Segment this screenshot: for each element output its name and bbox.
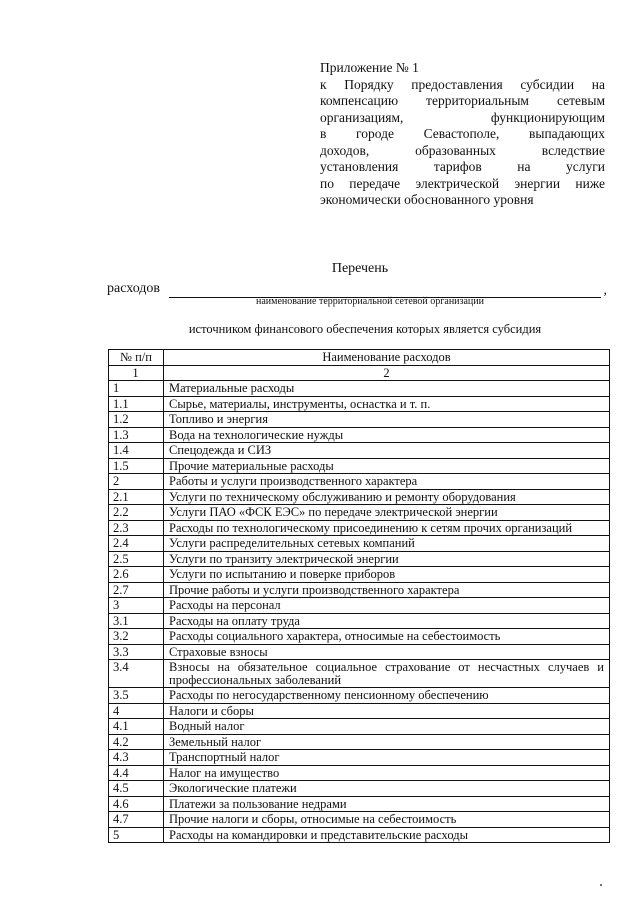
row-expense-name: Прочие материальные расходы bbox=[164, 458, 610, 474]
appendix-line: к Порядку предоставления субсидии на bbox=[320, 76, 605, 92]
table-row bbox=[109, 520, 610, 536]
row-number: 3.5 bbox=[109, 688, 164, 704]
appendix-line: компенсацию территориальным сетевым bbox=[320, 93, 605, 108]
appendix-line: доходов, образованных вследствие bbox=[320, 142, 605, 158]
row-expense-name: Платежи за пользование недрами bbox=[164, 796, 610, 812]
row-expense-name: Спецодежда и СИЗ bbox=[164, 443, 610, 459]
column-number: 1 bbox=[109, 365, 164, 381]
table-row bbox=[109, 719, 610, 735]
expenses-table bbox=[108, 349, 610, 843]
row-expense-name: Взносы на обязательное социальное страхование от несчастных случаев и профессиональных заболеваний bbox=[164, 660, 610, 688]
header-expense-name: Наименование расходов bbox=[164, 350, 610, 366]
row-number: 1.4 bbox=[109, 443, 164, 459]
row-expense-name: Расходы по технологическому присоединению к сетям прочих организаций bbox=[164, 520, 610, 536]
row-number: 4.2 bbox=[109, 734, 164, 750]
row-number: 2.2 bbox=[109, 505, 164, 521]
row-expense-name: Расходы на оплату труда bbox=[164, 613, 610, 629]
table-row bbox=[109, 750, 610, 766]
row-expense-name: Расходы на командировки и представительские расходы bbox=[164, 827, 610, 843]
table-row bbox=[109, 796, 610, 812]
appendix-block bbox=[320, 60, 605, 209]
row-number: 3 bbox=[109, 598, 164, 614]
row-number: 4.7 bbox=[109, 812, 164, 828]
table-row bbox=[109, 458, 610, 474]
row-number: 2 bbox=[109, 474, 164, 490]
table-row bbox=[109, 660, 610, 688]
row-expense-name: Экологические платежи bbox=[164, 781, 610, 797]
row-expense-name: Вода на технологические нужды bbox=[164, 427, 610, 443]
row-expense-name: Налог на имущество bbox=[164, 765, 610, 781]
row-expense-name: Расходы социального характера, относимые на себестоимость bbox=[164, 629, 610, 645]
table-row bbox=[109, 567, 610, 583]
column-number: 2 bbox=[164, 365, 610, 381]
row-number: 3.4 bbox=[109, 660, 164, 688]
trailing-comma: , bbox=[603, 283, 607, 298]
appendix-line: в городе Севастополе, выпадающих bbox=[320, 126, 605, 141]
table-row bbox=[109, 644, 610, 660]
table-row bbox=[109, 381, 610, 397]
row-number: 2.4 bbox=[109, 536, 164, 552]
row-expense-name: Работы и услуги производственного характера bbox=[164, 474, 610, 490]
expenses-label: расходов bbox=[107, 281, 161, 296]
row-expense-name: Прочие работы и услуги производственного характера bbox=[164, 582, 610, 598]
row-expense-name: Расходы по негосударственному пенсионному обеспечению bbox=[164, 688, 610, 704]
row-number: 2.6 bbox=[109, 567, 164, 583]
table-row bbox=[109, 474, 610, 490]
table-row bbox=[109, 582, 610, 598]
table-row bbox=[109, 734, 610, 750]
row-number: 5 bbox=[109, 827, 164, 843]
appendix-line: организациям, функционирующим bbox=[320, 109, 605, 125]
appendix-title: Приложение № 1 bbox=[320, 60, 419, 75]
table-row bbox=[109, 412, 610, 428]
row-expense-name: Расходы на персонал bbox=[164, 598, 610, 614]
row-number: 4.1 bbox=[109, 719, 164, 735]
row-number: 4.3 bbox=[109, 750, 164, 766]
table-row bbox=[109, 613, 610, 629]
funding-source-line: источником финансового обеспечения которых является субсидия bbox=[188, 322, 542, 336]
scan-speck bbox=[600, 884, 602, 886]
table-row bbox=[109, 598, 610, 614]
table-row bbox=[109, 505, 610, 521]
row-expense-name: Услуги распределительных сетевых компаний bbox=[164, 536, 610, 552]
header-number: № п/п bbox=[109, 350, 164, 366]
row-expense-name: Сырье, материалы, инструменты, оснастка и т. п. bbox=[164, 396, 610, 412]
row-expense-name: Топливо и энергия bbox=[164, 412, 610, 428]
row-number: 1.2 bbox=[109, 412, 164, 428]
appendix-line: установления тарифов на услуги bbox=[320, 159, 605, 174]
column-number-row bbox=[109, 365, 610, 381]
row-number: 2.5 bbox=[109, 551, 164, 567]
document-title: Перечень bbox=[331, 261, 389, 276]
appendix-line: экономически обоснованного уровня bbox=[320, 192, 534, 207]
table-row bbox=[109, 703, 610, 719]
row-number: 1.1 bbox=[109, 396, 164, 412]
table-row bbox=[109, 629, 610, 645]
table-row bbox=[109, 489, 610, 505]
row-number: 2.1 bbox=[109, 489, 164, 505]
row-number: 1 bbox=[109, 381, 164, 397]
row-expense-name: Водный налог bbox=[164, 719, 610, 735]
table-row bbox=[109, 551, 610, 567]
row-number: 1.5 bbox=[109, 458, 164, 474]
table-row bbox=[109, 688, 610, 704]
row-expense-name: Услуги по транзиту электрической энергии bbox=[164, 551, 610, 567]
table-header-row bbox=[109, 350, 610, 366]
table-row bbox=[109, 765, 610, 781]
row-expense-name: Налоги и сборы bbox=[164, 703, 610, 719]
row-number: 4 bbox=[109, 703, 164, 719]
row-expense-name: Услуги ПАО «ФСК ЕЭС» по передаче электрической энергии bbox=[164, 505, 610, 521]
row-number: 1.3 bbox=[109, 427, 164, 443]
table-row bbox=[109, 427, 610, 443]
row-number: 2.7 bbox=[109, 582, 164, 598]
row-expense-name: Материальные расходы bbox=[164, 381, 610, 397]
row-number: 3.2 bbox=[109, 629, 164, 645]
row-expense-name: Прочие налоги и сборы, относимые на себестоимость bbox=[164, 812, 610, 828]
row-number: 4.4 bbox=[109, 765, 164, 781]
organization-caption: наименование территориальной сетевой организации bbox=[256, 296, 484, 307]
row-expense-name: Страховые взносы bbox=[164, 644, 610, 660]
table-row bbox=[109, 536, 610, 552]
table-row bbox=[109, 781, 610, 797]
table-row bbox=[109, 443, 610, 459]
table-row bbox=[109, 396, 610, 412]
table-row bbox=[109, 812, 610, 828]
row-number: 4.6 bbox=[109, 796, 164, 812]
table-row bbox=[109, 827, 610, 843]
row-number: 3.3 bbox=[109, 644, 164, 660]
table-body bbox=[109, 381, 610, 843]
row-expense-name: Услуги по испытанию и поверке приборов bbox=[164, 567, 610, 583]
row-number: 3.1 bbox=[109, 613, 164, 629]
row-expense-name: Земельный налог bbox=[164, 734, 610, 750]
row-number: 4.5 bbox=[109, 781, 164, 797]
appendix-line: по передаче электрической энергии ниже bbox=[320, 175, 605, 191]
row-number: 2.3 bbox=[109, 520, 164, 536]
row-expense-name: Услуги по техническому обслуживанию и ремонту оборудования bbox=[164, 489, 610, 505]
row-expense-name: Транспортный налог bbox=[164, 750, 610, 766]
